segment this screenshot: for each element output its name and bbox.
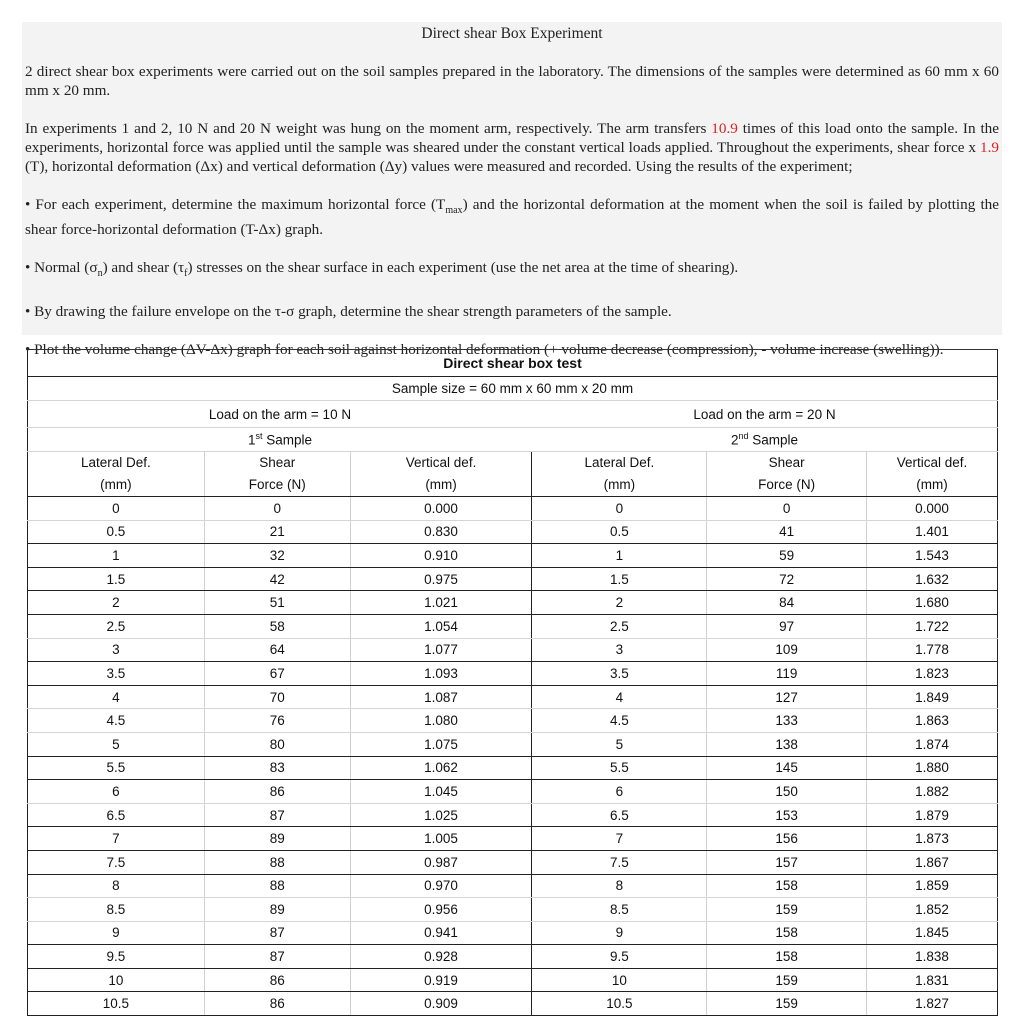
load-1: Load on the arm = 10 N [28,401,532,428]
table-row [28,567,998,591]
header-line: Shear [768,455,805,470]
table-row [28,709,998,733]
shear-test-table [27,349,998,1016]
table-row [28,756,998,780]
table-cell: 159 [707,968,867,992]
table-cell: 42 [204,567,350,591]
table-cell: 72 [707,567,867,591]
table-cell: 8.5 [532,898,707,922]
table-cell: 127 [707,685,867,709]
table-cell: 0.987 [350,850,532,874]
table-cell: 9 [532,921,707,945]
table-cell: 1.873 [867,827,998,851]
table-cell: 0.5 [28,520,205,544]
table-cell: 10.5 [28,992,205,1016]
table-cell: 119 [707,662,867,686]
problem-paragraph-2 [25,119,999,176]
table-cell: 1.838 [867,945,998,969]
table-cell: 1.880 [867,756,998,780]
arm-ratio-value: 10.9 [711,120,738,137]
table-cell: 138 [707,732,867,756]
text: ) and the horizontal deformation at the moment when the soil is failed by plotting the shear force-horizontal deformation (T-Δx) graph. [25,196,999,239]
table-cell: 5 [28,732,205,756]
text: 2 [730,432,739,448]
table-cell: 156 [707,827,867,851]
table-cell: 1.863 [867,709,998,733]
table-cell: 0.941 [350,921,532,945]
table-cell: 1.543 [867,544,998,568]
table-cell: 158 [707,945,867,969]
text: ) stresses on the shear surface in each experiment (use the net area at the time of shearing). [187,259,739,277]
text: (T), horizontal deformation (Δx) and vertical deformation (Δy) values were measured and recorded. Using the results of the experiment; [25,158,853,175]
table-cell: 1.025 [350,803,532,827]
table-cell: 1.5 [28,567,205,591]
bullet-4: • Plot the volume change (ΔV-Δx) graph for each soil against horizontal deformation (+ volume decrease (compression), - volume increase (swelling)). [25,341,944,359]
table-cell: 6.5 [532,803,707,827]
table-cell: 145 [707,756,867,780]
table-title: Direct shear box test [28,350,998,377]
table-cell: 87 [204,945,350,969]
table-cell: 7 [532,827,707,851]
table-cell: 51 [204,591,350,615]
table-cell: 7.5 [532,850,707,874]
table-cell: 3.5 [28,662,205,686]
table-cell: 8 [28,874,205,898]
table-cell: 86 [204,780,350,804]
table-cell: 1.401 [867,520,998,544]
table-row [28,780,998,804]
table-cell: 59 [707,544,867,568]
table-cell: 1.882 [867,780,998,804]
header-line: (mm) [916,477,948,492]
table-cell: 0.5 [532,520,707,544]
table-cell: 153 [707,803,867,827]
table-cell: 76 [204,709,350,733]
table-cell: 87 [204,803,350,827]
table-cell: 0 [707,497,867,521]
table-row [28,497,998,521]
table-cell: 1.093 [350,662,532,686]
table-cell: 0 [532,497,707,521]
table-cell: 41 [707,520,867,544]
column-header-row [28,452,998,497]
header-line: (mm) [100,477,132,492]
column-header [350,452,532,497]
table-cell: 0.975 [350,567,532,591]
table-cell: 1.077 [350,638,532,662]
table-cell: 6 [28,780,205,804]
table-cell: 5 [532,732,707,756]
header-line: Force (N) [248,477,306,492]
table-cell: 1.087 [350,685,532,709]
table-cell: 150 [707,780,867,804]
table-cell: 1.021 [350,591,532,615]
table-cell: 9.5 [532,945,707,969]
subscript: max [445,205,463,217]
table-row [28,662,998,686]
table-cell: 6 [532,780,707,804]
table-cell: 89 [204,898,350,922]
table-cell: 3.5 [532,662,707,686]
table-cell: 157 [707,850,867,874]
table-cell: 3 [532,638,707,662]
table-row [28,850,998,874]
header-line: Vertical def. [896,455,968,470]
column-header [532,452,707,497]
table-cell: 133 [707,709,867,733]
text: times of this load onto the sample. In the experiments, horizontal force was applied until the sample was sheared under the constant vertical loads applied. Throughout the experiments, shear force x [25,120,999,156]
table-row [28,520,998,544]
table-cell: 1.005 [350,827,532,851]
table-cell: 64 [204,638,350,662]
load-2: Load on the arm = 20 N [532,401,998,428]
sample-size: Sample size = 60 mm x 60 mm x 20 mm [28,377,998,401]
table-cell: 1.5 [532,567,707,591]
table-cell: 5.5 [28,756,205,780]
table-cell: 87 [204,921,350,945]
problem-statement [22,22,1002,359]
table-cell: 7.5 [28,850,205,874]
table-cell: 1.778 [867,638,998,662]
table-row [28,874,998,898]
problem-paragraph-1: 2 direct shear box experiments were carried out on the soil samples prepared in the laboratory. The dimensions of the samples were determined as 60 mm x 60 mm x 20 mm. [25,63,999,99]
table-cell: 1.075 [350,732,532,756]
header-line: Shear [259,455,296,470]
table-cell: 84 [707,591,867,615]
table-cell: 1.845 [867,921,998,945]
table-cell: 158 [707,874,867,898]
table-cell: 4.5 [28,709,205,733]
table-cell: 1 [28,544,205,568]
table-cell: 67 [204,662,350,686]
table-row [28,968,998,992]
table-cell: 109 [707,638,867,662]
table-cell: 0.970 [350,874,532,898]
table-cell: 1.874 [867,732,998,756]
text: Sample [748,432,798,448]
table-cell: 9.5 [28,945,205,969]
table-cell: 88 [204,874,350,898]
table-row [28,544,998,568]
table-cell: 4 [532,685,707,709]
header-line: (mm) [603,477,636,492]
table-cell: 1.849 [867,685,998,709]
table-cell: 58 [204,614,350,638]
text: • Normal (σ [25,259,98,277]
table-row [28,638,998,662]
table-cell: 0.000 [350,497,532,521]
table-cell: 80 [204,732,350,756]
table-cell: 32 [204,544,350,568]
bullet-2 [25,258,999,283]
table-row [28,827,998,851]
table-row [28,591,998,615]
subscript: n [97,268,103,280]
table-cell: 1.062 [350,756,532,780]
bullet-3: • By drawing the failure envelope on the τ-σ graph, determine the shear strength parameters of the sample. [25,303,672,321]
table-cell: 86 [204,968,350,992]
column-header [28,452,205,497]
table-row [28,614,998,638]
table-row [28,803,998,827]
text: 1 [247,432,256,448]
header-line: Force (N) [758,477,816,492]
table-cell: 83 [204,756,350,780]
header-line: Lateral Def. [81,455,151,470]
table-cell: 4 [28,685,205,709]
table-cell: 1.859 [867,874,998,898]
table-cell: 0 [204,497,350,521]
table-cell: 158 [707,921,867,945]
table-cell: 1.823 [867,662,998,686]
table-cell: 97 [707,614,867,638]
bullet-1 [25,195,999,239]
table-row [28,945,998,969]
table-cell: 159 [707,992,867,1016]
superscript: nd [738,431,749,442]
table-cell: 0.909 [350,992,532,1016]
table-cell: 1.080 [350,709,532,733]
sample-1-label [28,428,532,452]
header-line: Vertical def. [405,455,477,470]
column-header [707,452,867,497]
table-cell: 86 [204,992,350,1016]
column-header [867,452,998,497]
text: In experiments 1 and 2, 10 N and 20 N weight was hung on the moment arm, respectively. The arm transfers [25,120,712,137]
table-cell: 1.045 [350,780,532,804]
table-cell: 0.830 [350,520,532,544]
table-cell: 2 [28,591,205,615]
table-cell: 0.919 [350,968,532,992]
shear-multiplier-value: 1.9 [980,139,999,156]
table-cell: 10.5 [532,992,707,1016]
table-cell: 0.928 [350,945,532,969]
table-cell: 89 [204,827,350,851]
table-cell: 159 [707,898,867,922]
table-cell: 0.910 [350,544,532,568]
table-cell: 0 [28,497,205,521]
table-cell: 2.5 [28,614,205,638]
table-cell: 10 [532,968,707,992]
table-cell: 6.5 [28,803,205,827]
subscript: f [184,268,188,280]
table-cell: 1.680 [867,591,998,615]
table-cell: 1.852 [867,898,998,922]
table-cell: 4.5 [532,709,707,733]
table-cell: 2.5 [532,614,707,638]
table-row [28,898,998,922]
table-row [28,992,998,1016]
table-cell: 0.000 [867,497,998,521]
table-cell: 8.5 [28,898,205,922]
header-line: Lateral Def. [584,455,655,470]
text: Sample [262,432,312,448]
table-cell: 1.867 [867,850,998,874]
table-cell: 1.054 [350,614,532,638]
table-cell: 70 [204,685,350,709]
table-cell: 1.632 [867,567,998,591]
table-cell: 7 [28,827,205,851]
column-header [204,452,350,497]
sample-2-label [532,428,998,452]
table-cell: 21 [204,520,350,544]
table-cell: 5.5 [532,756,707,780]
text: • For each experiment, determine the maximum horizontal force (T [25,196,446,213]
table-cell: 0.956 [350,898,532,922]
table-row [28,921,998,945]
table-cell: 1.879 [867,803,998,827]
table-cell: 1 [532,544,707,568]
table-cell: 2 [532,591,707,615]
table-cell: 10 [28,968,205,992]
table-row [28,732,998,756]
table-cell: 8 [532,874,707,898]
table-cell: 1.827 [867,992,998,1016]
table-cell: 1.831 [867,968,998,992]
table-cell: 9 [28,921,205,945]
problem-title: Direct shear Box Experiment [421,25,603,42]
table-row [28,685,998,709]
table-cell: 88 [204,850,350,874]
table-cell: 1.722 [867,614,998,638]
superscript: st [255,431,263,442]
text: ) and shear (τ [102,259,185,277]
table-cell: 3 [28,638,205,662]
header-line: (mm) [425,477,457,492]
